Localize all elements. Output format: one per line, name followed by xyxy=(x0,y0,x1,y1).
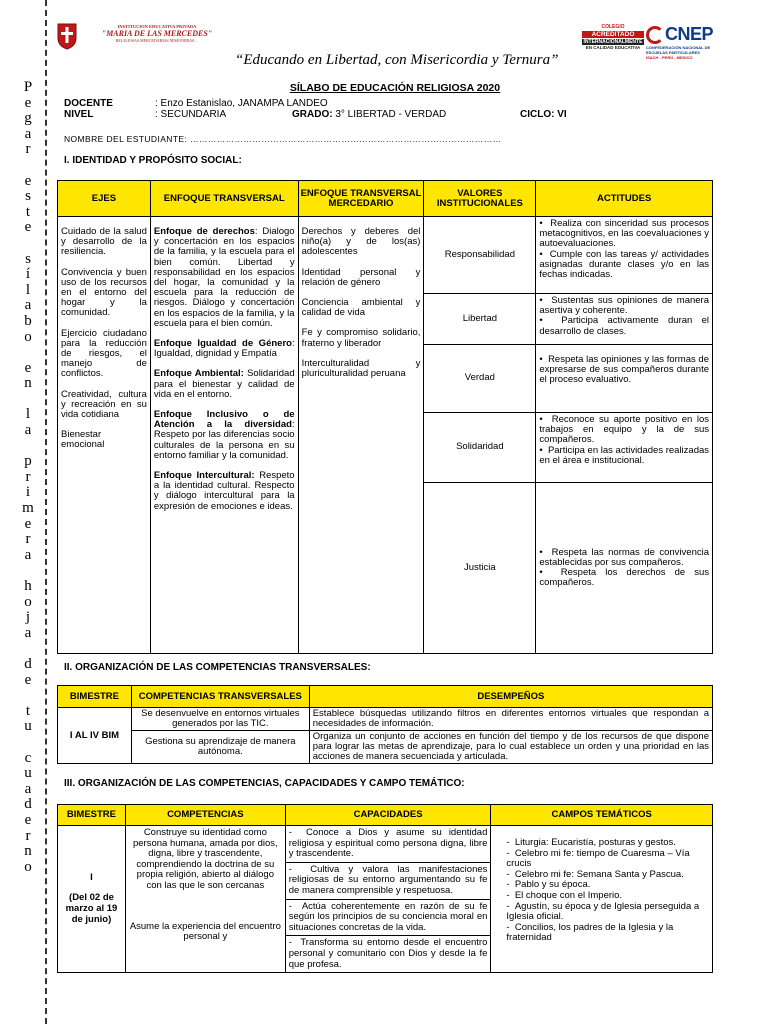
capacidad-item: - Conoce a Dios y asume su identidad religiosa y espiritual como persona digna, libre y trascendente. xyxy=(286,826,491,863)
side-letter: o xyxy=(24,328,32,345)
side-letter xyxy=(18,641,38,657)
side-letter: m xyxy=(22,500,34,517)
nivel-label: NIVEL xyxy=(64,109,94,120)
cnep-logo xyxy=(646,24,716,64)
identity-table xyxy=(57,180,713,654)
bimestre-cell: I AL IV BIM xyxy=(58,708,132,764)
side-letter: t xyxy=(25,203,31,220)
side-letter: s xyxy=(25,250,31,267)
ciclo-field: CICLO: VI xyxy=(520,109,567,120)
col-bimestre: BIMESTRE xyxy=(58,805,126,826)
side-letter: a xyxy=(24,422,32,439)
enfoque-item: Enfoque Ambiental: Solidaridad para el bienestar y calidad de vida en el entorno. xyxy=(153,368,295,400)
school-name: "MARIA DE LAS MERCEDES" xyxy=(101,29,213,38)
transversal-table xyxy=(57,685,713,764)
actitud-item: • Participa activamente duran el desarrollo de clases. xyxy=(539,316,709,336)
col-capacidades: CAPACIDADES xyxy=(285,805,491,826)
eje-item: Bienestar emocional xyxy=(61,429,105,451)
actitud-item: • Respeta las opiniones y las formas de expresarse de sus compañeros durante el proceso evaluativo. xyxy=(539,355,709,386)
campo-item: - Liturgia: Eucaristía, posturas y gestos. xyxy=(506,838,709,849)
side-letter xyxy=(18,439,38,455)
badge-line-4: EN CALIDAD EDUCATIVA xyxy=(585,45,641,50)
badge-line-3: INTERNACIONALMENTE xyxy=(583,39,643,45)
side-letter: a xyxy=(24,624,32,641)
badge-line-2: ACREDITADO xyxy=(582,31,644,38)
enfoques-cell xyxy=(150,217,298,654)
side-letter: l xyxy=(25,406,31,423)
side-letter xyxy=(18,563,38,579)
side-letter: n xyxy=(24,375,32,392)
campos-cell xyxy=(491,826,713,973)
side-letter: d xyxy=(24,796,32,813)
side-letter: r xyxy=(25,468,31,485)
section-2-title: II. ORGANIZACIÓN DE LAS COMPETENCIAS TRANSVERSALES: xyxy=(64,662,371,673)
cnep-name: CNEP xyxy=(665,24,714,44)
valor-cell: Solidaridad xyxy=(424,413,536,483)
eje-item: Cuidado de la salud y desarrollo de la resiliencia. xyxy=(61,226,147,258)
enfoque-item: Enfoque Intercultural: Respeto a la identidad cultural. Respecto y diálogo intercultural para la expresión de emociones e ideas. xyxy=(153,470,295,512)
side-letter xyxy=(18,345,38,361)
col-actitudes: ACTITUDES xyxy=(536,181,713,217)
competencia-cell: Se desenvuelve en entornos virtuales generados por las TIC. xyxy=(131,708,309,731)
side-letter: s xyxy=(25,188,31,205)
capacidades-cell xyxy=(285,826,491,973)
cnep-circle-icon xyxy=(646,26,664,44)
side-letter: a xyxy=(24,297,32,314)
col-campos: CAMPOS TEMÁTICOS xyxy=(491,805,713,826)
desempeno-cell: Establece búsquedas utilizando filtros en diferentes entornos virtuales que respondan a necesidades de información. xyxy=(309,708,712,731)
valor-cell: Justicia xyxy=(424,483,536,654)
actitudes-cell xyxy=(536,217,713,294)
enfoque-item: Enfoque Igualdad de Género: Igualdad, dignidad y Empatía xyxy=(153,338,295,360)
school-crest-icon xyxy=(56,22,78,50)
side-letter xyxy=(18,392,38,408)
side-letter: e xyxy=(24,94,32,111)
side-letter: i xyxy=(25,484,31,501)
cnep-subtitle-2: ISACH - PERÚ - MEXICO xyxy=(646,55,693,60)
side-letter: a xyxy=(24,546,32,563)
side-letter: e xyxy=(24,671,32,688)
col-ejes: EJES xyxy=(58,181,151,217)
actitud-item: • Realiza con sinceridad sus procesos metacognitivos, en las coevaluaciones y autoevaluaciones. xyxy=(539,219,709,250)
campo-item: - Concilios, los padres de la Iglesia y la fraternidad xyxy=(506,923,709,944)
accreditation-badge xyxy=(582,24,644,62)
campo-item: - Pablo y su época. xyxy=(506,880,709,891)
side-letter: l xyxy=(25,281,31,298)
side-letter: r xyxy=(25,141,31,158)
eje-item: Convivencia y buen uso de los recursos en el entorno del hogar y la comunidad. xyxy=(61,266,147,319)
side-letter: c xyxy=(24,749,32,766)
mercedario-item: Derechos y deberes del niño(a) y de los(as) adolescentes xyxy=(301,226,421,258)
mercedario-item: Identidad personal y relación de género xyxy=(301,266,421,288)
actitud-item: • Sustentas sus opiniones de manera asertiva y coherente. xyxy=(539,296,709,316)
side-letter: d xyxy=(24,655,32,672)
actitud-item: • Respeta las normas de convivencia establecidas por sus compañeros. xyxy=(539,548,709,568)
capacidad-item: - Transforma su entorno desde el encuentro personal y comunitario con Dios y desde la fe que profesa. xyxy=(286,936,491,972)
nivel-value: : SECUNDARIA xyxy=(155,109,227,120)
mercedario-cell xyxy=(298,217,424,654)
actitudes-cell xyxy=(536,345,713,413)
campo-item: - El choque con el Imperio. xyxy=(506,891,709,902)
competencia-item: Asume la experiencia del encuentro personal y xyxy=(129,920,281,943)
competencia-item: Construye su identidad como persona humana, amada por dios, digna, libre y trascendente, comprendiendo la doctrina de su propia religión, abierto al diálogo con las que le son cercanas xyxy=(132,827,278,891)
side-letter: a xyxy=(24,125,32,142)
actitud-item: • Cumple con las tareas y/ actividades asignadas durante clases y/o en las fechas indicadas. xyxy=(539,250,709,281)
mercedario-item: Conciencia ambiental y calidad de vida xyxy=(301,297,421,319)
docente-label: DOCENTE xyxy=(64,98,113,109)
valor-cell: Verdad xyxy=(424,345,536,413)
eje-item: Creatividad, cultura y recreación en su vida cotidiana xyxy=(61,388,147,421)
competencia-cell: Gestiona su aprendizaje de manera autónoma. xyxy=(131,731,309,764)
actitud-item: • Participa en las actividades realizadas en el área e institucional. xyxy=(539,446,709,466)
bimestre-number: I xyxy=(90,871,93,883)
side-letter: e xyxy=(24,811,32,828)
section-3-title: III. ORGANIZACIÓN DE LAS COMPETENCIAS, CAPACIDADES Y CAMPO TEMÁTICO: xyxy=(64,778,465,789)
campo-item: - Agustín, su época y de Iglesia perseguida a Iglesia oficial. xyxy=(506,902,709,923)
side-letter: g xyxy=(24,110,32,127)
side-letter: e xyxy=(24,359,32,376)
side-letter xyxy=(18,158,38,174)
enfoque-item: Enfoque Inclusivo o de Atención a la diversidad: Respeto por las diferencias socio culturales de la persona en su entorno familiar y la comunidad. xyxy=(153,409,295,461)
col-competencias-transversales: COMPETENCIAS TRANSVERSALES xyxy=(131,686,309,708)
side-letter: t xyxy=(25,702,31,719)
badge-line-1: COLEGIO xyxy=(601,24,625,30)
side-letter: h xyxy=(24,578,32,594)
side-letter: n xyxy=(24,843,32,860)
competencias-table xyxy=(57,804,713,973)
docente-value: : Enzo Estanislao, JANAMPA LANDEO xyxy=(155,98,328,109)
school-subtitle: RELIGIOSAS MERCEDARIAS MISIONERAS ... xyxy=(115,38,199,43)
enfoque-item: Enfoque de derechos: Dialogo y concertación en los espacios de la familia, y la escuela para el bien común. Libertad y responsabilidad en los espacios del hogar, la comunidad y la escuela para la reducción de riesgos. Diálogo y concertación en los espacios de la familia, y la escuela para el bien común. xyxy=(153,226,295,329)
section-1-title: I. IDENTIDAD Y PROPÓSITO SOCIAL: xyxy=(64,155,242,166)
cnep-subtitle: CONFEDERACIÓN NACIONAL DE ESCUELAS PARTICULARES xyxy=(646,45,711,55)
cut-line xyxy=(45,0,47,1024)
col-enfoque: ENFOQUE TRANSVERSAL xyxy=(150,181,298,217)
side-letter xyxy=(18,236,38,252)
side-letter: o xyxy=(24,858,32,875)
mercedario-item: Interculturalidad y pluriculturalidad peruana xyxy=(301,357,421,380)
side-letter: í xyxy=(25,266,31,283)
capacidad-item: - Cultiva y valora las manifestaciones religiosas de su entorno argumentando su fe de manera comprensible y respetuosa. xyxy=(286,863,491,900)
side-letter: p xyxy=(24,453,32,470)
actitud-item: • Respeta los derechos de sus compañeros. xyxy=(539,568,709,588)
side-letter: b xyxy=(24,312,32,329)
actitudes-cell xyxy=(536,294,713,345)
bimestre-cell xyxy=(58,826,126,973)
bimestre-dates: (Del 02 de marzo al 19 de junio) xyxy=(65,892,118,925)
side-instruction xyxy=(18,80,38,875)
actitud-item: • Reconoce su aporte positivo en los trabajos en equipo y la de sus compañeros. xyxy=(539,415,709,446)
side-letter: j xyxy=(25,609,31,626)
actitudes-cell xyxy=(536,413,713,483)
mercedario-item: Fe y compromiso solidario, fraterno y liberador xyxy=(301,327,421,349)
side-letter: a xyxy=(24,780,32,797)
side-letter: e xyxy=(24,515,32,532)
campo-item: - Celebro mi fe: tiempo de Cuaresma – Vía crucis xyxy=(506,849,709,870)
side-letter: r xyxy=(25,827,31,844)
col-bimestre: BIMESTRE xyxy=(58,686,132,708)
capacidad-item: - Actúa coherentemente en razón de su fe según los principios de su conciencia moral en situaciones concretas de la vida. xyxy=(286,900,491,937)
col-competencias: COMPETENCIAS xyxy=(125,805,285,826)
valor-cell: Libertad xyxy=(424,294,536,345)
eje-item: Ejercicio ciudadano para la reducción de riesgos, el manejo de conflictos. xyxy=(61,327,147,380)
side-letter xyxy=(18,688,38,704)
competencias-cell xyxy=(125,826,285,973)
actitudes-cell xyxy=(536,483,713,654)
desempeno-cell: Organiza un conjunto de acciones en función del tiempo y de los recursos de que dispone para lograr las metas de aprendizaje, para lo cual establece un orden y una prioridad en las acciones de manera secuenciada y articulada. xyxy=(309,731,712,764)
grado-field: GRADO: 3° LIBERTAD - VERDAD xyxy=(292,109,447,120)
side-letter: o xyxy=(24,593,32,610)
school-type: INSTITUCION EDUCATIVA PRIVADA xyxy=(117,24,197,29)
side-letter: e xyxy=(24,172,32,189)
side-letter: u xyxy=(24,765,32,782)
student-name-field[interactable]: NOMBRE DEL ESTUDIANTE: …………………………………………………………………………………………… xyxy=(64,134,502,144)
valor-cell: Responsabilidad xyxy=(424,217,536,294)
col-mercedario: ENFOQUE TRANSVERSAL MERCEDARIO xyxy=(298,181,424,217)
campo-item: - Celebro mi fe: Semana Santa y Pascua. xyxy=(506,870,709,881)
side-letter: r xyxy=(25,531,31,548)
side-letter: u xyxy=(24,718,32,735)
col-desempenos: DESEMPEÑOS xyxy=(309,686,712,708)
side-letter xyxy=(18,735,38,751)
col-valores: VALORES INSTITUCIONALES xyxy=(424,181,536,217)
document-title: SÍLABO DE EDUCACIÓN RELIGIOSA 2020 xyxy=(289,82,501,94)
side-letter: P xyxy=(23,79,33,95)
school-name-block xyxy=(82,24,232,43)
school-motto: “Educando en Libertad, con Misericordia y Ternura” xyxy=(235,52,559,68)
ejes-cell xyxy=(58,217,151,654)
side-letter: e xyxy=(24,219,32,236)
